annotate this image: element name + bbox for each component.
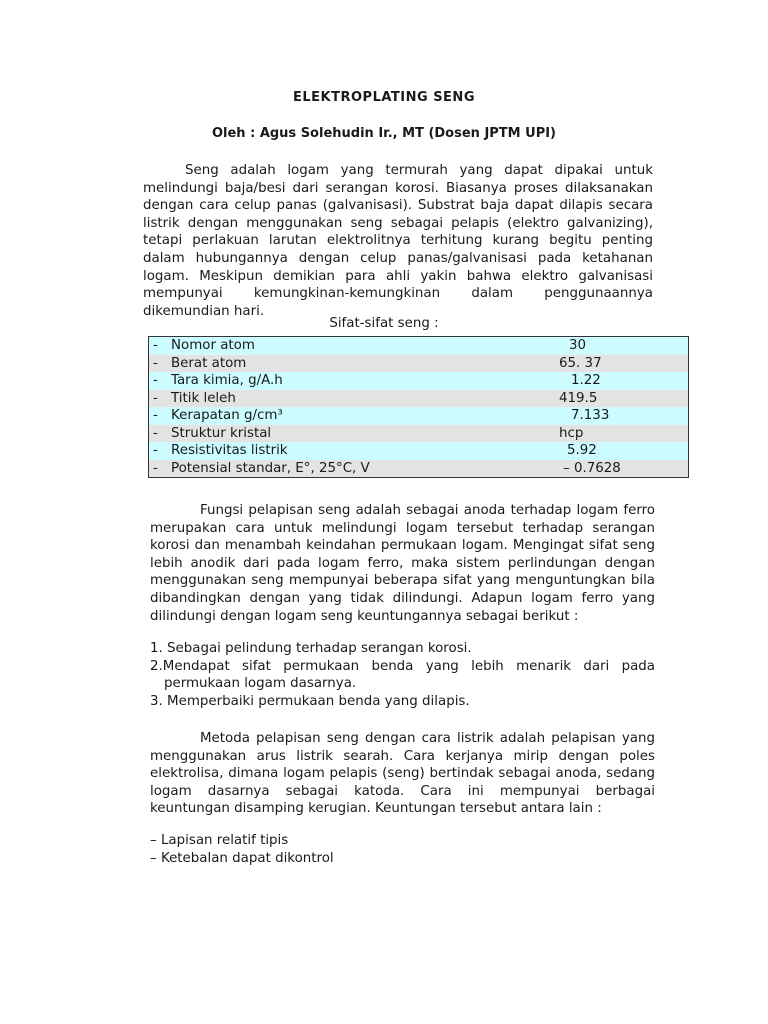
paragraph-intro	[143, 162, 653, 320]
row-name: Kerapatan g/cm³	[171, 408, 283, 423]
row-dash: -	[153, 425, 158, 441]
properties-table	[148, 336, 689, 478]
table-row	[149, 407, 689, 425]
row-value: 7.133	[571, 408, 610, 423]
paragraph-method-text: Metoda pelapisan seng dengan cara listrik adalah pelapisan yang menggunakan arus listrik searah. Cara kerjanya mirip dengan poles elektrolisa, dimana logam pelapis (seng) bertindak sebagai anoda, sedang logam dasarnya sebagai katoda. Cara ini mempunyai berbagai keuntungan disamping kerugian. Keuntungan tersebut antara lain :	[150, 731, 655, 817]
row-name: Berat atom	[171, 355, 247, 371]
table-row	[149, 442, 689, 460]
table-row	[149, 372, 689, 390]
row-dash: -	[153, 355, 158, 371]
row-dash: -	[153, 373, 158, 388]
table-row	[149, 460, 689, 478]
row-name: Struktur kristal	[171, 425, 272, 441]
row-value: 5.92	[567, 443, 597, 458]
row-dash: -	[153, 460, 158, 476]
list-item-continuation: permukaan logam dasarnya.	[164, 676, 357, 692]
row-dash: -	[153, 408, 158, 423]
row-value: 1.22	[571, 373, 601, 388]
row-name: Resistivitas listrik	[171, 443, 288, 458]
paragraph-function	[150, 502, 655, 625]
row-name: Nomor atom	[171, 338, 255, 353]
row-value: 65. 37	[559, 355, 602, 371]
document-author: Oleh : Agus Solehudin Ir., MT (Dosen JPTM UPI)	[211, 126, 557, 141]
row-dash: -	[153, 443, 158, 458]
list-item: – Ketebalan dapat dikontrol	[150, 850, 334, 866]
row-value: – 0.7628	[563, 460, 621, 476]
list-item-text: 2.Mendapat sifat permukaan benda yang lebih menarik dari pada	[150, 658, 655, 674]
table-row	[149, 425, 689, 443]
benefits-list	[150, 832, 655, 867]
paragraph-method	[150, 730, 655, 818]
list-item: – Lapisan relatif tipis	[150, 833, 289, 848]
document-title: ELEKTROPLATING SENG	[293, 90, 475, 105]
list-item-text: 1. Sebagai pelindung terhadap serangan korosi.	[150, 641, 472, 656]
row-name: Titik leleh	[171, 390, 236, 406]
paragraph-intro-text: Seng adalah logam yang termurah yang dapat dipakai untuk melindungi baja/besi dari serangan korosi. Biasanya proses dilaksanakan dengan cara celup panas (galvanisasi). Substrat baja dapat dilapis secara listrik dengan menggunakan seng sebagai pelapis (elektro galvanizing), tetapi perlakuan larutan elektrolitnya terhitung kurang begitu penting dalam hubungannya dengan celup panas/galvanisasi pada ketahanan logam. Meskipun demikian para ahli yakin bahwa elektro galvanisasi mempunyai kemungkinan-kemungkinan dalam penggunaannya dikemundian hari.	[143, 163, 653, 319]
list-item-text: 3. Memperbaiki permukaan benda yang dilapis.	[150, 693, 470, 709]
row-value: 30	[569, 338, 587, 353]
row-value: hcp	[559, 425, 584, 441]
table-row	[149, 337, 689, 355]
row-value: 419.5	[559, 390, 598, 406]
list-item	[150, 658, 655, 693]
list-item	[150, 640, 655, 658]
paragraph-function-text: Fungsi pelapisan seng adalah sebagai anoda terhadap logam ferro merupakan cara untuk melindungi logam tersebut terhadap serangan korosi dan menambah keindahan permukaan logam. Mengingat sifat seng lebih anodik dari pada logam ferro, maka sistem perlindungan dengan menggunakan seng mempunyai beberapa sifat yang menguntungkan bila dibandingkan dengan yang tidak dilindungi. Adapun logam ferro yang dilindungi dengan logam seng keuntungannya sebagai berikut :	[150, 503, 655, 624]
list-item	[150, 693, 655, 711]
table-row	[149, 355, 689, 373]
row-dash: -	[153, 390, 158, 406]
row-dash: -	[153, 338, 158, 353]
row-name: Potensial standar, E°, 25°C, V	[171, 460, 370, 476]
table-row	[149, 390, 689, 408]
row-name: Tara kimia, g/A.h	[171, 373, 283, 388]
advantages-list	[150, 640, 655, 710]
table-caption: Sifat-sifat seng :	[329, 316, 439, 331]
